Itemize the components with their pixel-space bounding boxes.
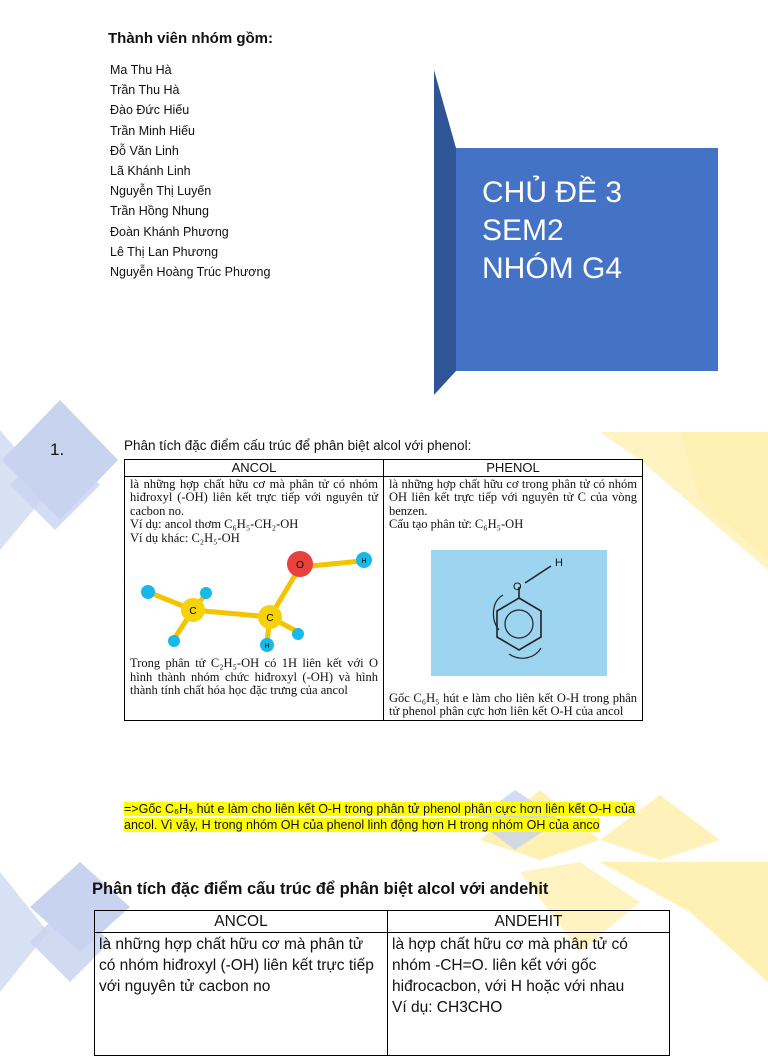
member-name: Đoàn Khánh Phương: [110, 224, 229, 239]
member-name: Lê Thị Lan Phương: [110, 244, 219, 259]
andehit-cell: [388, 933, 670, 1056]
slide-title-text: [482, 174, 622, 288]
member-name: Trần Thu Hà: [110, 83, 180, 98]
ancol-cell: [125, 476, 384, 720]
members-title: Thành viên nhóm gồm:: [108, 30, 273, 47]
column-header-ancol: ANCOL: [125, 460, 384, 477]
members-list: [110, 60, 270, 282]
ethanol-molecule-image: [130, 547, 376, 655]
andehit-definition: là hợp chất hữu cơ mà phân tử có nhóm -CH=O. liên kết với gốc hiđrocacbon, với H hoặc với nhau: [392, 936, 628, 995]
ancol-example: Ví dụ: ancol thơm C₆H₅-CH₂-OH: [130, 517, 299, 531]
atom-label-o: O: [513, 580, 522, 593]
decor-triangle-blue: [0, 872, 48, 992]
atom-label-o: O: [296, 560, 304, 571]
conclusion-text: [124, 801, 636, 833]
phenol-structure: Cấu tạo phân tử: C₆H₅-OH: [389, 517, 524, 531]
atom-label-h: H: [264, 643, 270, 650]
hydrogen-atom: [200, 587, 212, 599]
ancol-cell: là những hợp chất hữu cơ mà phân tử có nhóm hiđroxyl (-OH) liên kết trực tiếp với nguyên tử cacbon no: [95, 933, 388, 1056]
atom-label-h: H: [361, 558, 367, 565]
phenol-cell: [384, 476, 643, 720]
section-heading-andehit: Phân tích đặc điểm cấu trúc để phân biệt alcol với andehit: [92, 880, 549, 898]
title-box-shadow: [434, 70, 456, 395]
compare-table-andehit: [94, 910, 670, 1056]
member-name: Ma Thu Hà: [110, 63, 172, 77]
andehit-example: Ví dụ: CH3CHO: [392, 999, 503, 1016]
ancol-definition: là những hợp chất hữu cơ mà phân tử có nhóm hiđroxyl (-OH) liên kết trực tiếp với nguyên tử cacbon no.: [130, 476, 378, 518]
phenol-note: Gốc C₆H₅ hút e làm cho liên kết O-H trong phân tử phenol phân cực hơn liên kết O-H của ancol: [389, 690, 637, 718]
hydrogen-atom: [168, 635, 180, 647]
title-line: NHÓM G4: [482, 252, 623, 285]
member-name: Lã Khánh Linh: [110, 164, 191, 179]
phenol-definition: là những hợp chất hữu cơ trong phân tử có nhóm OH liên kết trực tiếp với nguyên tử C của vòng benzen.: [389, 476, 637, 518]
hydrogen-atom: [141, 585, 155, 599]
member-name: Trần Minh Hiếu: [110, 123, 195, 138]
member-name: Đào Đức Hiếu: [110, 103, 190, 118]
atom-label-c: C: [189, 606, 197, 617]
section-heading: Phân tích đặc điểm cấu trúc để phân biệt alcol với phenol:: [124, 438, 472, 453]
hydrogen-atom: [292, 628, 304, 640]
phenol-image-bg: [431, 550, 607, 676]
section-number: 1.: [50, 440, 65, 459]
atom-label-c: C: [266, 613, 274, 624]
title-line: CHỦ ĐỀ 3: [482, 176, 623, 209]
atom-label-h: H: [555, 556, 563, 569]
column-header-andehit: ANDEHIT: [388, 911, 670, 933]
compare-table-phenol: [124, 459, 643, 721]
ancol-note: Trong phân tử C₂H₅-OH có 1H liên kết với O hình thành nhóm chức hiđroxyl (-OH) và hình thành tính chất hóa học đặc trưng của ancol: [130, 656, 378, 697]
title-line: SEM2: [482, 214, 564, 247]
member-name: Nguyễn Hoàng Trúc Phương: [110, 265, 271, 280]
column-header-ancol: ANCOL: [95, 911, 388, 933]
slide-title: [0, 0, 768, 400]
bonds: [148, 561, 362, 642]
ancol-example-2: Ví dụ khác: C₂H₅-OH: [130, 530, 240, 545]
phenol-molecule-image: [431, 550, 611, 678]
conclusion-highlight: =>Gốc C₆H₅ hút e làm cho liên kết O-H trong phân tử phenol phân cực hơn liên kết O-H của ancol. Vì vậy, H trong nhóm OH của phenol linh động hơn H trong nhóm OH của anco: [124, 802, 635, 832]
member-name: Trần Hồng Nhung: [110, 204, 209, 219]
member-name: Nguyễn Thị Luyến: [110, 184, 212, 199]
member-name: Đỗ Văn Linh: [110, 143, 179, 158]
column-header-phenol: PHENOL: [384, 460, 643, 477]
